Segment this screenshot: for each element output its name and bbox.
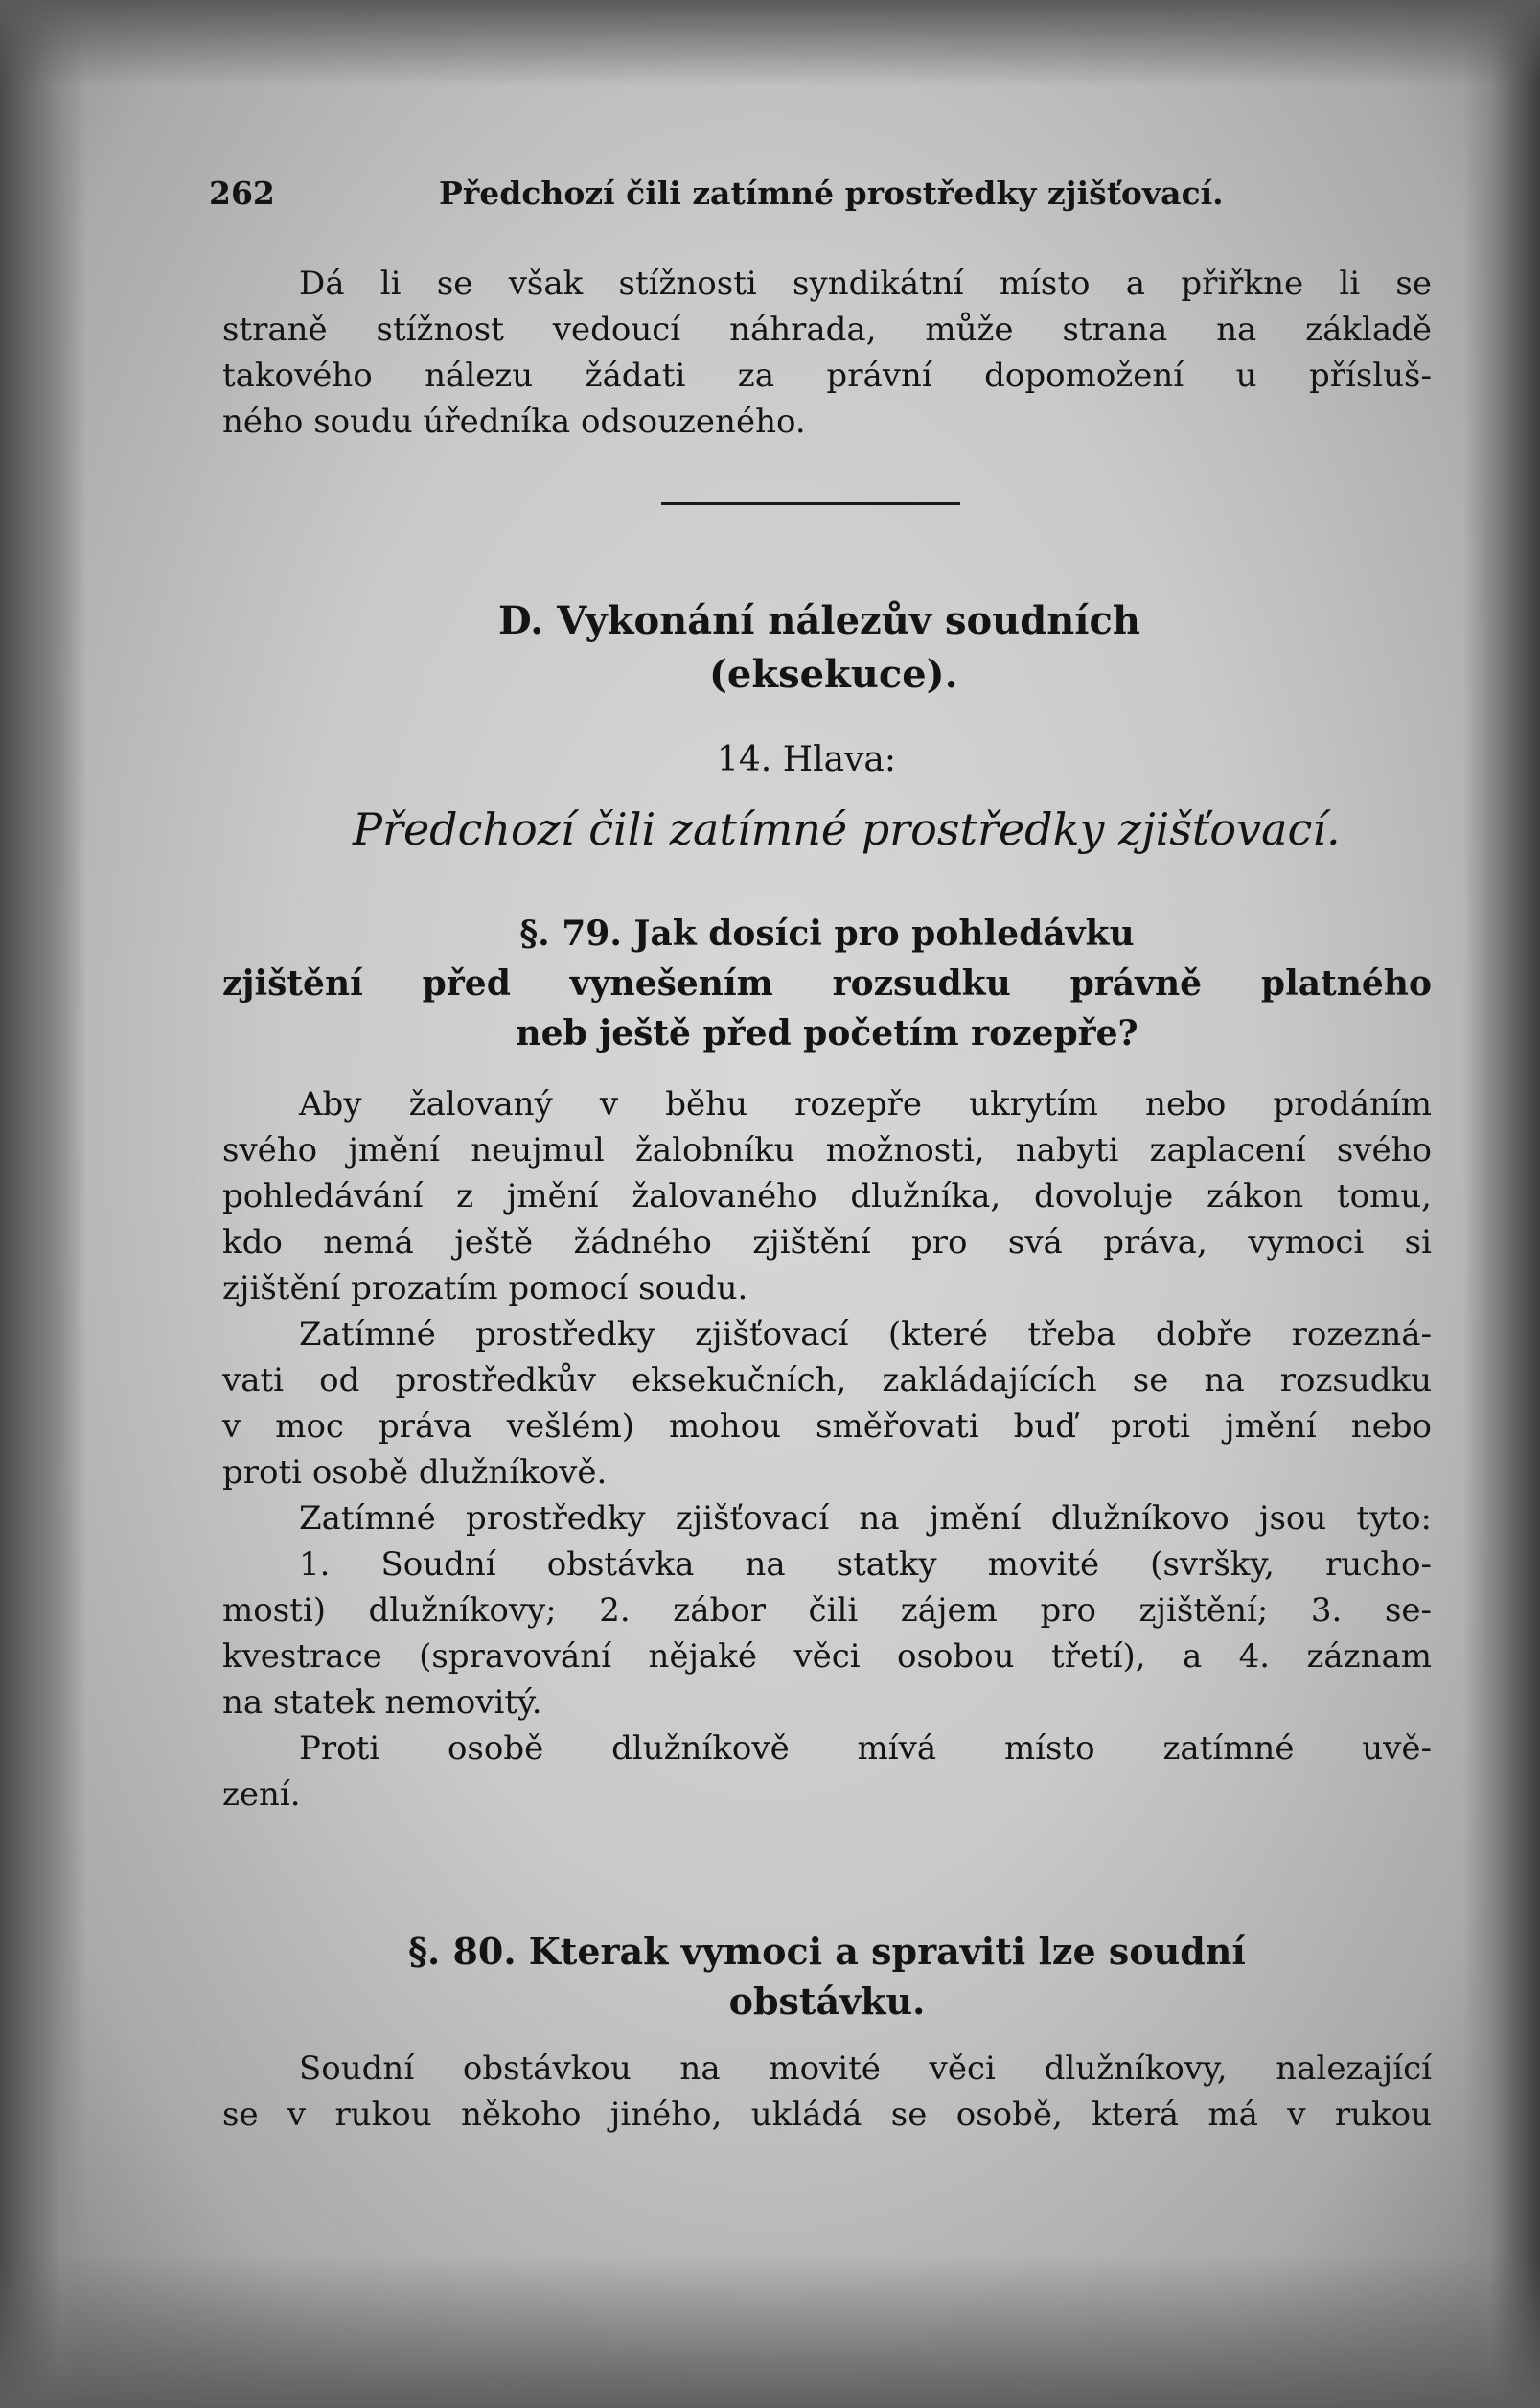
paragraph-79-body-1 (222, 1081, 1432, 1311)
text-line: zjištění prozatím pomocí soudu. (222, 1269, 748, 1308)
text-line: kdo nemá ještě žádného zjištění pro svá práva, vymoci si (222, 1223, 1432, 1262)
text-line: kvestrace (spravování nějaké věci osobou třetí), a 4. záznam (222, 1637, 1432, 1676)
heading-line: §. 79. Jak dosíci pro pohledávku (519, 914, 1135, 954)
page-shadow-left (0, 0, 86, 2408)
text-line: svého jmění neujmul žalobníku možnosti, nabyti zaplacení svého (222, 1131, 1432, 1169)
text-line: Soudní obstávkou na movité věci dlužníkovy, nalezající (299, 2049, 1432, 2088)
text-line: Zatímné prostředky zjišťovací (které třeba dobře rozezná- (299, 1315, 1432, 1354)
text-line: mosti) dlužníkovy; 2. zábor čili zájem pro zjištění; 3. se- (222, 1591, 1432, 1630)
paragraph-79-heading (222, 909, 1432, 1058)
intro-paragraph (222, 261, 1432, 445)
text-line: se v rukou někoho jiného, ukládá se osobě, která má v rukou (222, 2095, 1432, 2134)
paragraph-79-body-3 (222, 1495, 1432, 1725)
text-line: ného soudu úředníka odsouzeného. (222, 403, 806, 441)
heading-line: zjištění před vynešením rozsudku právně platného (222, 963, 1432, 1004)
text-line: straně stížnost vedoucí náhrada, může strana na základě (222, 311, 1432, 349)
text-line: na statek nemovitý. (222, 1683, 542, 1722)
paragraph-79-body-2 (222, 1311, 1432, 1495)
page-shadow-top (0, 0, 1540, 86)
chapter-label: 14. Hlava: (717, 740, 896, 779)
text-line: Zatímné prostředky zjišťovací na jmění dlužníkovo jsou tyto: (299, 1499, 1432, 1538)
heading-line: §. 80. Kterak vymoci a spraviti lze soudní (408, 1930, 1246, 1973)
text-line: pohledávání z jmění žalovaného dlužníka, dovoluje zákon tomu, (222, 1177, 1432, 1216)
section-subheading: (eksekuce). (709, 652, 958, 697)
text-line: takového nálezu žádati za právní dopomožení u přísluš- (222, 357, 1432, 395)
text-line: zení. (222, 1775, 301, 1814)
text-line: 1. Soudní obstávka na statky movité (svršky, rucho- (299, 1545, 1432, 1584)
paragraph-79-body-4 (222, 1725, 1432, 1818)
text-line: v moc práva vešlém) mohou směřovati buď proti jmění nebo (222, 1407, 1432, 1446)
separator-rule (661, 502, 960, 505)
page-number: 262 (209, 174, 275, 212)
paragraph-80-heading (222, 1927, 1432, 2026)
text-line: Dá li se však stížnosti syndikátní místo a přiřkne li se (299, 265, 1432, 303)
page-shadow-bottom (0, 2255, 1540, 2408)
chapter-title: Předchozí čili zatímné prostředky zjišťovací. (353, 803, 1341, 855)
heading-line: obstávku. (728, 1980, 926, 2023)
text-line: Aby žalovaný v běhu rozepře ukrytím nebo prodáním (299, 1085, 1432, 1123)
running-title: Předchozí čili zatímné prostředky zjišťovací. (439, 174, 1224, 212)
section-heading: D. Vykonání nálezův soudních (498, 598, 1140, 643)
text-line: vati od prostředkův eksekučních, zakládajících se na rozsudku (222, 1361, 1432, 1400)
heading-line: neb ještě před početím rozepře? (516, 1013, 1138, 1054)
text-line: proti osobě dlužníkově. (222, 1453, 608, 1492)
text-line: Proti osobě dlužníkově mívá místo zatímné uvě- (299, 1729, 1432, 1768)
paragraph-80-body (222, 2046, 1432, 2138)
page-shadow-right (1463, 0, 1540, 2408)
